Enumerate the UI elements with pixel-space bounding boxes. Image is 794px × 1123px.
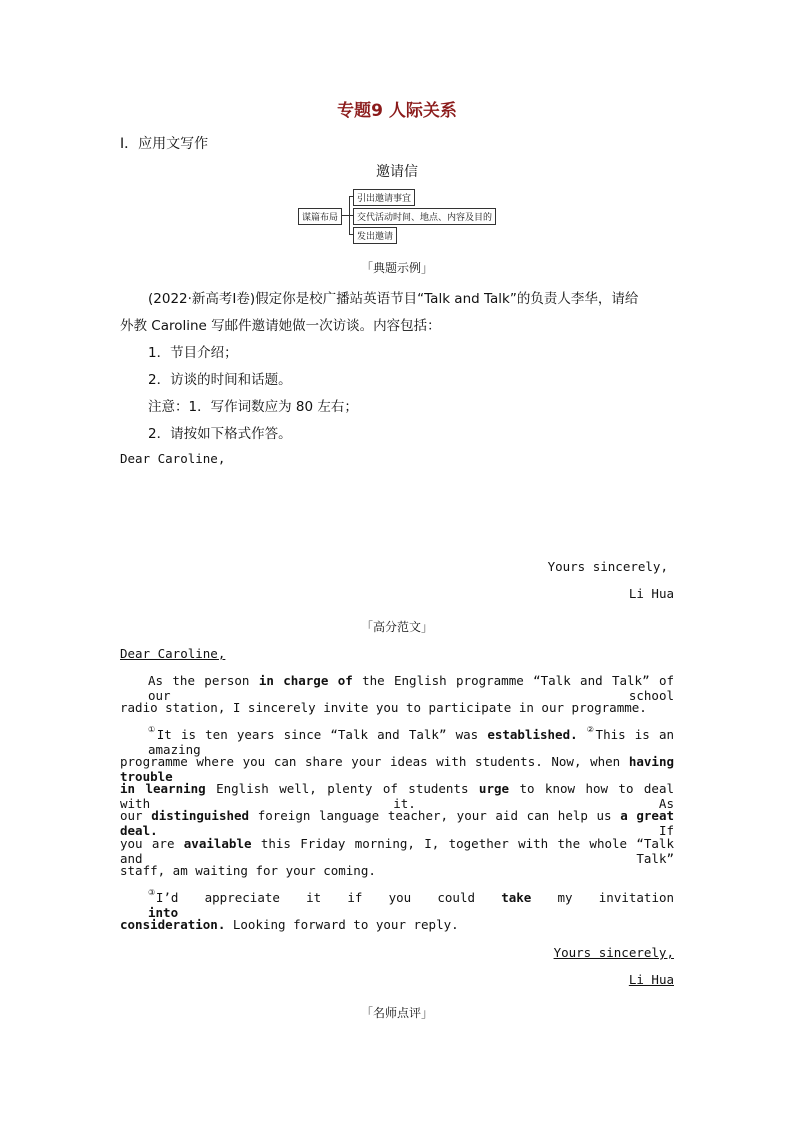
label-typical-example: 「典题示例」 [360,261,433,275]
sentence-marker: ② [586,725,596,734]
label-sample-essay: 「高分范文」 [360,620,433,634]
sentence-marker: ③ [148,888,156,897]
sample-paragraph-line: ①It is ten years since “Talk and Talk” was established. ②This is an amazing [148,725,675,757]
prompt-note: 2．请按如下格式作答。 [148,426,292,442]
subheading-invitation-letter: 邀请信 [376,164,418,180]
diagram-item: 交代活动时间、地点、内容及目的 [353,208,496,225]
prompt-item: 2．访谈的时间和话题。 [148,372,292,388]
template-greeting: Dear Caroline, [120,451,226,466]
diagram-item: 发出邀请 [353,227,397,244]
sample-paragraph-line: ③I’d appreciate it if you could take my invitation into [148,888,675,920]
sample-paragraph-line: radio station, I sincerely invite you to participate in our programme. [120,700,647,715]
prompt-line: 外教 Caroline 写邮件邀请她做一次访谈。内容包括： [120,318,441,334]
sentence-marker: ① [148,725,157,734]
diagram-root: 谋篇布局 [298,208,342,225]
sample-paragraph-line: As the person in charge of the English programme “Talk and Talk” of our school [148,673,674,703]
sample-paragraph-line: in learning English well, plenty of students urge to know how to deal with it. As [120,781,675,811]
sample-signature: Li Hua [628,972,674,987]
prompt-note: 注意：1．写作词数应为 80 左右； [148,399,358,415]
prompt-line: (2022·新高考Ⅰ卷)假定你是校广播站英语节目“Talk and Talk”的负责人李华，请给 [148,291,639,307]
diagram-item: 引出邀请事宜 [353,189,415,206]
sample-greeting: Dear Caroline, [120,646,226,661]
label-teacher-comment: 「名师点评」 [360,1006,433,1020]
sample-paragraph-line: our distinguished foreign language teacher, your aid can help us a great deal. If [120,808,675,838]
prompt-item: 1．节目介绍； [148,345,238,361]
sample-paragraph-line: programme where you can share your ideas with students. Now, when having trouble [120,754,674,784]
section-heading: Ⅰ．应用文写作 [120,136,209,152]
sample-paragraph-line: staff, am waiting for your coming. [120,863,376,878]
sample-closing: Yours sincerely, [553,945,674,960]
template-closing: Yours sincerely, [547,559,668,574]
template-signature: Li Hua [628,586,674,601]
structure-diagram [298,189,498,243]
page-title: 专题9 人际关系 [337,101,457,121]
sample-paragraph-line: consideration. Looking forward to your reply. [120,917,459,932]
sample-paragraph-line: you are available this Friday morning, I, together with the whole “Talk and Talk” [120,836,674,866]
